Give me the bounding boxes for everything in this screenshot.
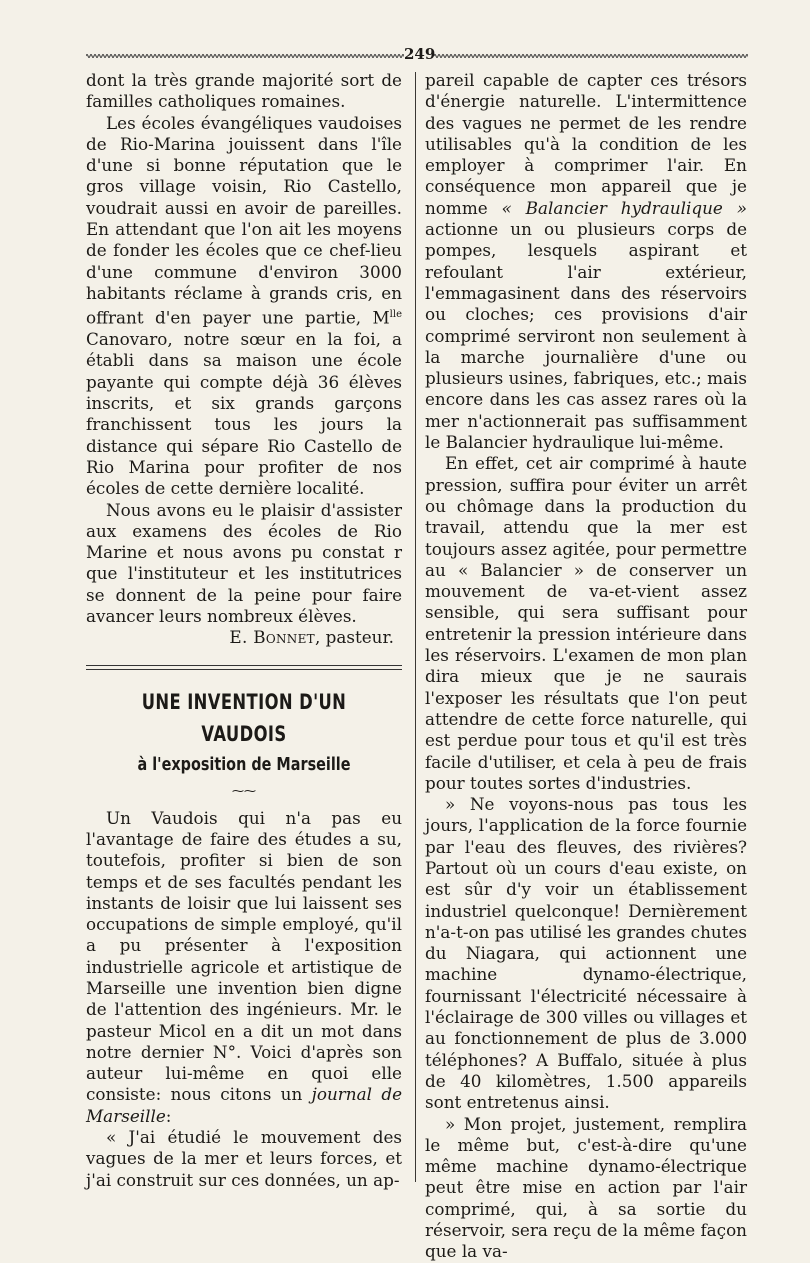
paragraph bbox=[86, 113, 402, 500]
paragraph: » Ne voyons-nous pas tous les jours, l'application de la force fournie par l'eau des fleuves, des rivières? Partout où un cours d'eau existe, on est sûr d'y voir un établissement industriel quelconque! Dernièrement n'a-t-on pas utilisé les grandes chutes du Niagara, qui actionnent une machine dynamo-électrique, fournissant l'électricité nécessaire à l'éclairage de 300 villes ou villages et au fonctionnement de plus de 3.000 téléphones? A Buffalo, située à plus de 40 kilomètres, 1.500 appareils sont entretenus ainsi. bbox=[425, 794, 747, 1113]
paragraph-text: Un Vaudois qui n'a pas eu l'avantage de faire des études a su, toutefois, profiter si bien de son temps et de ses facultés pendant les instants de loisir que lui laissent ses occupations de simple employé, qu'il a pu présenter à l'exposition industrielle agricole et artistique de Marseille une invention bien digne de l'attention des ingénieurs. Mr. le pasteur Micol en a dit un mot dans notre dernier N°. Voici d'après son auteur lui-même en quoi elle consiste: nous citons un bbox=[86, 807, 402, 1105]
header-ornament-left bbox=[86, 53, 404, 59]
right-column bbox=[425, 70, 747, 1263]
signature bbox=[86, 627, 402, 648]
paragraph: » Mon projet, justement, remplira le même but, c'est-à-dire qu'une même machine dynamo-électrique peut être mise en action par l'air comprimé, qui, à sa sortie du réservoir, sera reçu de la même façon que la va- bbox=[425, 1113, 747, 1262]
article-title bbox=[86, 686, 402, 780]
italic-text: « Balancier hydraulique » bbox=[501, 197, 747, 218]
paragraph bbox=[86, 808, 402, 1127]
paragraph: dont la très grande majorité sort de familles catholiques romaines. bbox=[86, 70, 402, 112]
paragraph: En effet, cet air comprimé à haute pression, suffira pour éviter un arrêt ou chômage dans la production du travail, attendu que la mer est toujours assez agitée, pour permettre au « Balancier » de conserver un mouvement de va-et-vient assez sensible, qui sera suffisant pour entretenir la pression intérieure dans les réservoirs. L'examen de mon plan dira mieux que je ne saurais l'exposer les résultats que l'on peut attendre de cette force naturelle, qui est perdue pour tous et qu'il est très facile d'utiliser, et cela à peu de frais pour toutes sortes d'industries. bbox=[425, 453, 747, 793]
paragraph: Nous avons eu le plaisir d'assister aux examens des écoles de Rio Marine et nous avons pu constat r que l'instituteur et les institutrices se donnent de la peine pour faire avancer leurs nombreux élèves. bbox=[86, 499, 402, 627]
column-divider bbox=[415, 72, 416, 1182]
signature-name: E. Bonnet bbox=[229, 627, 315, 648]
paragraph-text: actionne un ou plusieurs corps de pompes, lesquels aspirant et refoulant l'air extérieur, l'emmagasinent dans des réservoirs ou cloches; ces provisions d'air comprimé serviront non seulement à la marche journalière d'une ou plusieurs usines, fabriques, etc.; mais encore dans les cas assez rares où la mer n'actionnerait pas suffisamment le Balancier hydraulique lui-même. bbox=[425, 219, 747, 453]
header-ornament-right bbox=[434, 53, 748, 59]
article-title-sub: à l'exposition de Marseille bbox=[137, 753, 351, 775]
paragraph: « J'ai étudié le mouvement des vagues de la mer et leurs forces, et j'ai construit sur ces données, un ap- bbox=[86, 1127, 402, 1190]
italic-text: journal de Marseille bbox=[86, 1084, 403, 1126]
section-separator bbox=[86, 665, 402, 670]
left-column bbox=[86, 70, 402, 1191]
page-header bbox=[86, 44, 748, 68]
paragraph-text: : bbox=[165, 1105, 172, 1126]
page-number: 249 bbox=[404, 45, 436, 63]
paragraph-text: Les écoles évangéliques vaudoises de Rio-Marina jouissent dans l'île d'une si bonne réputation que le gros village voisin, Rio Castello, voudrait aussi en avoir de pareilles. En attendant que l'on ait les moyens de fonder les écoles que ce chef-lieu d'une commune d'environ 3000 habitants réclame à grands cris, en offrant d'en payer une partie, M bbox=[86, 112, 402, 328]
article-title-main: UNE INVENTION D'UN VAUDOIS bbox=[141, 689, 347, 746]
superscript: lle bbox=[389, 309, 402, 321]
paragraph-text: Canovaro, notre sœur en la foi, a établi dans sa maison une école payante qui compte déjà 36 élèves inscrits, et six grands garçons franchissent tous les jours la distance qui sépare Rio Castello de Rio Marina pour profiter de nos écoles de cette dernière localité. bbox=[86, 329, 402, 499]
title-ornament: ⁓⁓ bbox=[232, 783, 256, 798]
signature-role: , pasteur. bbox=[314, 627, 394, 648]
paragraph-text: pareil capable de capter ces trésors d'énergie naturelle. L'intermittence des vagues ne permet de les rendre utilisables qu'à la condition de les employer à comprimer l'air. En conséquence mon appareil que je nomme bbox=[425, 70, 747, 218]
paragraph bbox=[425, 70, 747, 453]
